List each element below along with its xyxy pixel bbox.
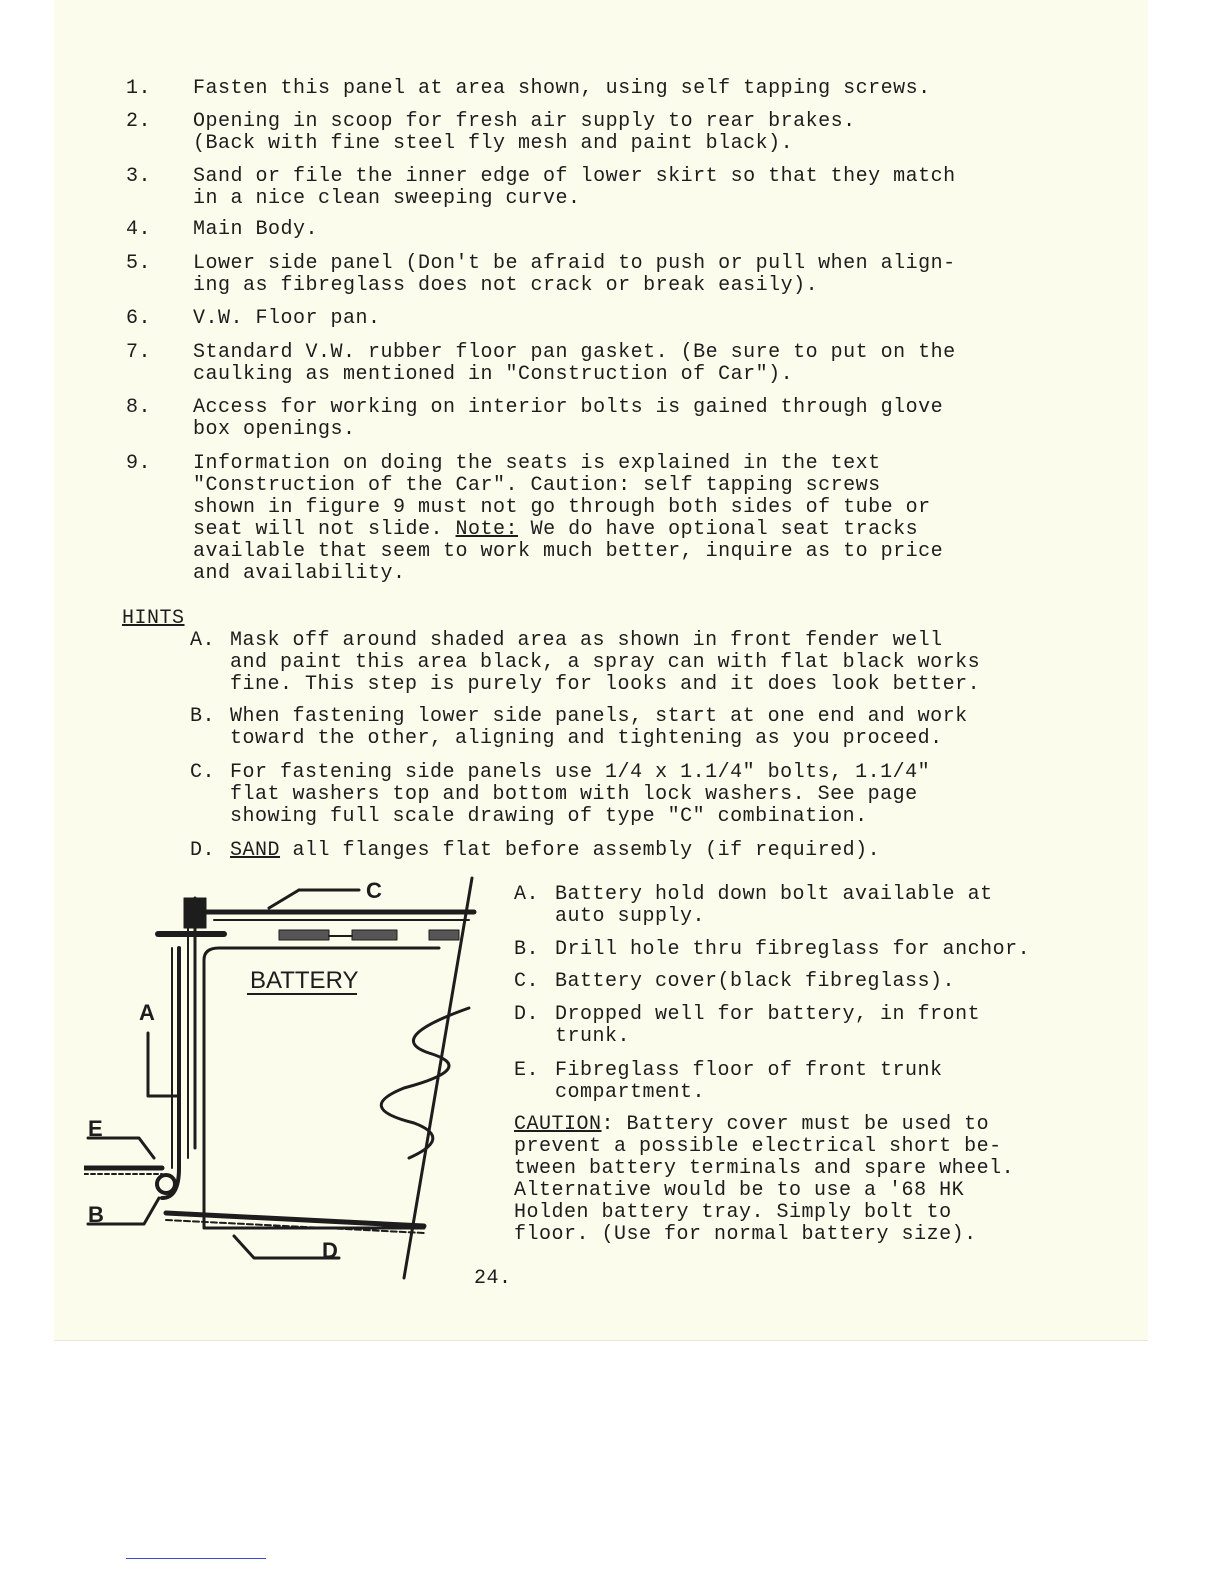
item-text-part: Information on doing the seats is explained in the text "Construction of the Car". Caution: self tapping screws shown in figure 9 must not go through both sides of tube or seat will not slide.	[193, 452, 931, 541]
caution-note	[514, 1114, 1084, 1246]
legend-letter: B.	[514, 938, 540, 961]
hint-text-part: all flanges flat before assembly (if required).	[280, 839, 881, 862]
hints-heading: HINTS	[122, 607, 185, 630]
legend-text: Fibreglass floor of front trunk compartment.	[555, 1059, 943, 1104]
item-text-part: We do have optional seat tracks available that seem to work much better, inquire as to price and availability.	[193, 518, 944, 585]
legend-letter: D.	[514, 1003, 540, 1026]
item-text: Main Body.	[193, 218, 319, 241]
item-text: Standard V.W. rubber floor pan gasket. (Be sure to put on the caulking as mentioned in "Construction of Car").	[193, 341, 956, 386]
callout-c: C	[366, 878, 382, 903]
item-text: V.W. Floor pan.	[193, 307, 381, 330]
caution-label: CAUTION	[514, 1113, 602, 1136]
item-text	[193, 453, 1073, 585]
note-label: Note:	[455, 518, 519, 541]
legend-letter: E.	[514, 1059, 540, 1082]
item-text: Lower side panel (Don't be afraid to push or pull when align- ing as fibreglass does not crack or break easily).	[193, 252, 956, 297]
hint-text: When fastening lower side panels, start at one end and work toward the other, aligning and tightening as you proceed.	[230, 705, 968, 750]
hint-letter: B.	[190, 705, 216, 728]
item-text: Access for working on interior bolts is gained through glove box openings.	[193, 396, 944, 441]
callout-d: D	[322, 1238, 338, 1263]
item-text: Fasten this panel at area shown, using self tapping screws.	[193, 77, 931, 100]
legend-letter: C.	[514, 970, 540, 993]
legend-text: Drill hole thru fibreglass for anchor.	[555, 938, 1031, 961]
callout-a: A	[139, 1000, 155, 1025]
caution-text: : Battery cover must be used to prevent a possible electrical short be- tween battery terminals and spare wheel. Alternative would be to use a '68 HK Holden battery tray. Simply bolt to floor. (Use for normal battery size).	[514, 1113, 1015, 1246]
legend-text: Battery cover(black fibreglass).	[555, 970, 956, 993]
hint-text: Mask off around shaded area as shown in front fender well and paint this area black, a spray can with flat black works fine. This step is purely for looks and it does look better.	[230, 629, 981, 696]
hint-text	[230, 840, 1070, 862]
item-number: 1.	[126, 77, 152, 100]
item-number: 4.	[126, 218, 152, 241]
battery-well-diagram	[84, 868, 484, 1288]
item-number: 7.	[126, 341, 152, 364]
sand-label: SAND	[230, 839, 281, 862]
item-number: 3.	[126, 165, 152, 188]
hint-letter: C.	[190, 761, 216, 784]
item-text: Sand or file the inner edge of lower skirt so that they match in a nice clean sweeping curve.	[193, 165, 956, 210]
callout-b: B	[88, 1202, 104, 1227]
item-number: 2.	[126, 110, 152, 133]
item-number: 9.	[126, 452, 152, 475]
legend-text: Battery hold down bolt available at auto supply.	[555, 883, 993, 928]
footer-rule	[126, 1558, 266, 1559]
hint-letter: A.	[190, 629, 216, 652]
item-text: Opening in scoop for fresh air supply to rear brakes. (Back with fine steel fly mesh and paint black).	[193, 110, 856, 155]
item-number: 8.	[126, 396, 152, 419]
hint-letter: D.	[190, 839, 216, 862]
page-number: 24.	[474, 1267, 512, 1290]
hint-text: For fastening side panels use 1/4 x 1.1/4" bolts, 1.1/4" flat washers top and bottom with lock washers. See page showing full scale drawing of type "C" combination.	[230, 761, 931, 828]
battery-label: BATTERY	[250, 967, 359, 994]
item-number: 6.	[126, 307, 152, 330]
legend-letter: A.	[514, 883, 540, 906]
callout-e: E	[88, 1116, 103, 1141]
legend-text: Dropped well for battery, in front trunk.	[555, 1003, 981, 1048]
item-number: 5.	[126, 252, 152, 275]
